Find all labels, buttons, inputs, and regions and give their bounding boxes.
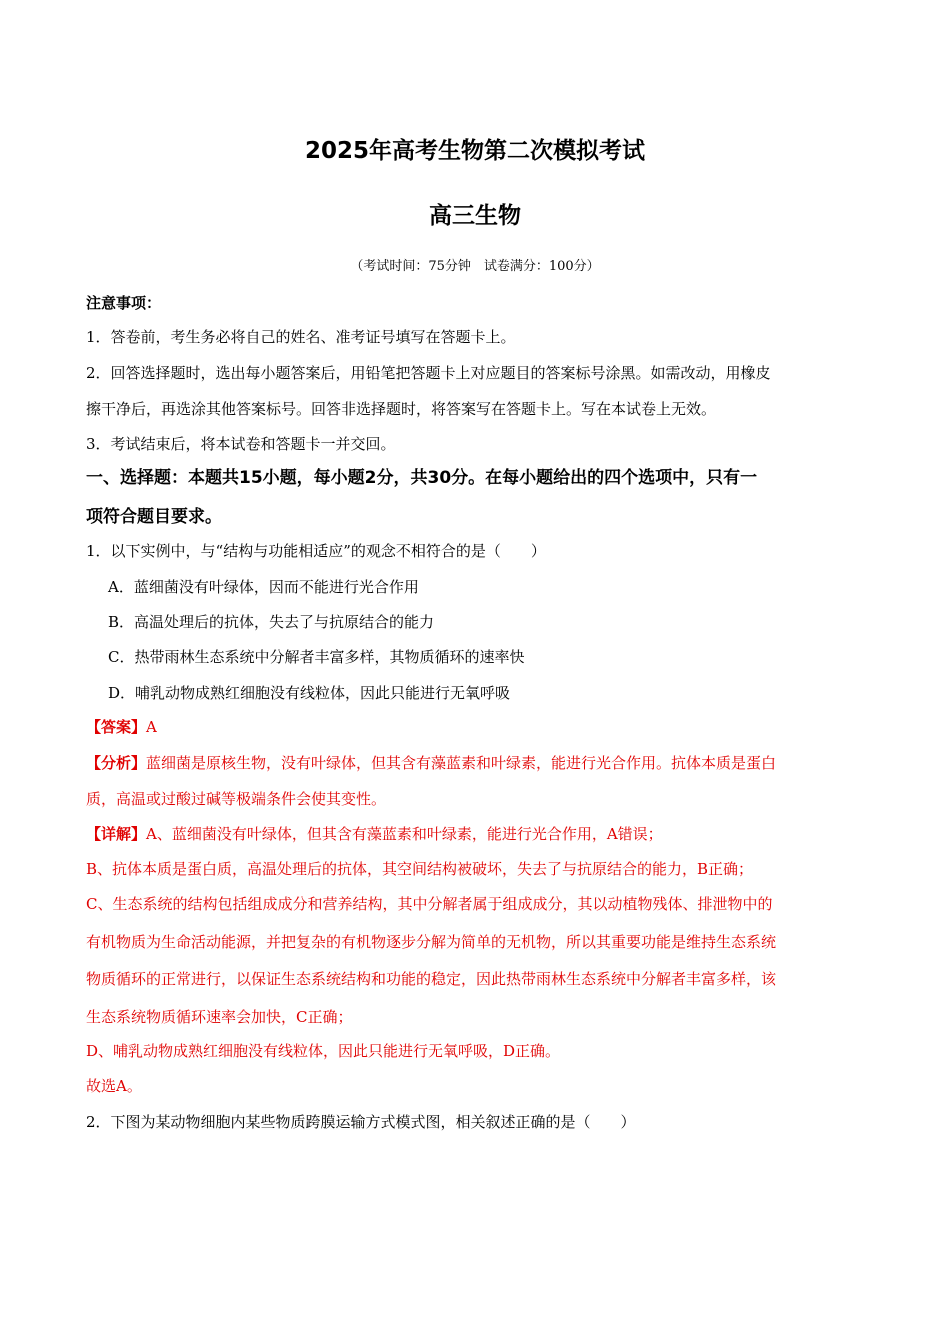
question-1-analysis-line-2: 质，高温或过酸过碱等极端条件会使其变性。	[86, 790, 387, 808]
notes-item-2-line-1: 2．回答选择题时，选出每小题答案后，用铅笔把答题卡上对应题目的答案标号涂黑。如需改动，用橡皮	[86, 364, 771, 382]
question-1-option-b: B．高温处理后的抗体，失去了与抗原结合的能力	[108, 613, 435, 631]
section-heading-line-1: 一、选择题：本题共15小题，每小题2分，共30分。在每小题给出的四个选项中，只有一	[86, 468, 758, 488]
exam-info: （考试时间：75分钟 试卷满分：100分）	[350, 259, 600, 274]
question-1-detail-line-6: 生态系统物质循环速率会加快，C正确；	[86, 1008, 353, 1026]
analysis-tag: 【分析】	[86, 754, 147, 772]
section-heading-line-2: 项符合题目要求。	[86, 507, 222, 527]
question-1-stem: 1．以下实例中，与“结构与功能相适应”的观念不相符合的是（ ）	[86, 542, 546, 560]
question-2-stem: 2．下图为某动物细胞内某些物质跨膜运输方式模式图，相关叙述正确的是（ ）	[86, 1113, 636, 1131]
question-1-detail-line-7: D、哺乳动物成熟红细胞没有线粒体，因此只能进行无氧呼吸，D正确。	[86, 1042, 561, 1060]
question-1-detail-line-3: C、生态系统的结构包括组成成分和营养结构，其中分解者属于组成成分，其以动植物残体、排泄物中的	[86, 895, 773, 913]
notes-item-2-line-2: 擦干净后，再选涂其他答案标号。回答非选择题时，将答案写在答题卡上。写在本试卷上无效。	[86, 400, 717, 418]
analysis-text: 蓝细菌是原核生物，没有叶绿体，但其含有藻蓝素和叶绿素，能进行光合作用。抗体本质是蛋白	[146, 754, 777, 772]
question-1-option-d: D．哺乳动物成熟红细胞没有线粒体，因此只能进行无氧呼吸	[108, 684, 511, 702]
question-1-option-c: C．热带雨林生态系统中分解者丰富多样，其物质循环的速率快	[108, 648, 525, 666]
notes-heading: 注意事项：	[86, 294, 162, 312]
question-1-answer	[86, 717, 876, 737]
question-1-detail-line-5: 物质循环的正常进行，以保证生态系统结构和功能的稳定，因此热带雨林生态系统中分解者丰富多样，该	[86, 970, 777, 988]
question-1-conclusion: 故选A。	[86, 1077, 142, 1095]
question-1-detail-line-1	[86, 824, 876, 844]
exam-title: 2025年高考生物第二次模拟考试	[304, 138, 645, 164]
exam-subtitle: 高三生物	[429, 203, 521, 229]
notes-item-1: 1．答卷前，考生务必将自己的姓名、准考证号填写在答题卡上。	[86, 328, 516, 346]
answer-value: A	[146, 718, 157, 736]
detail-text: A、蓝细菌没有叶绿体，但其含有藻蓝素和叶绿素，能进行光合作用，A错误；	[146, 825, 663, 843]
answer-tag: 【答案】	[86, 718, 147, 736]
question-1-detail-line-2: B、抗体本质是蛋白质，高温处理后的抗体，其空间结构被破坏，失去了与抗原结合的能力，B正确；	[86, 860, 754, 878]
question-1-detail-line-4: 有机物质为生命活动能源，并把复杂的有机物逐步分解为简单的无机物，所以其重要功能是维持生态系统	[86, 933, 777, 951]
notes-item-3: 3．考试结束后，将本试卷和答题卡一并交回。	[86, 435, 396, 453]
question-1-analysis-line-1	[86, 753, 876, 773]
question-1-option-a: A．蓝细菌没有叶绿体，因而不能进行光合作用	[108, 578, 419, 596]
detail-tag: 【详解】	[86, 825, 147, 843]
